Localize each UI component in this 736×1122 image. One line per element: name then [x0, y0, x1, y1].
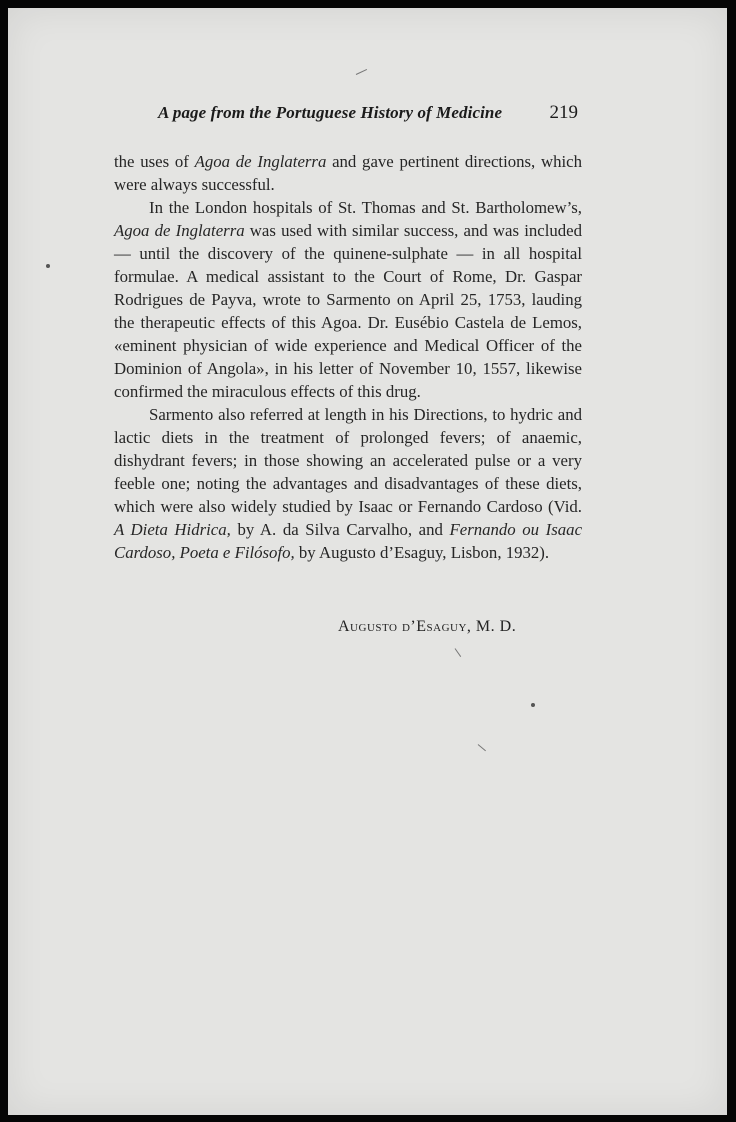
italic-segment: A Dieta Hidrica, — [114, 520, 231, 539]
paragraph — [114, 150, 582, 196]
text-segment: by A. da Silva Carvalho, and — [230, 520, 450, 539]
author-credential: , M. D. — [466, 618, 517, 635]
italic-segment: Agoa de Inglaterra — [194, 152, 327, 171]
text-segment: was used with similar success, and was included — until the discovery of the quinene-sulphate — in all hospital formulae. A medical assistant to the Court of Rome, Dr. Gaspar Rodrigues de Payva, wrote to Sarmento on April 25, 1753, lauding the therapeutic effects of this Agoa. Dr. Eusébio Castela de Lemos, «eminent physician of wide experience and Medical Officer of the Dominion of Angola», in his letter of November 10, 1557, likewise confirmed the miraculous effects of this drug. — [114, 221, 582, 401]
paper-speck — [531, 703, 535, 707]
running-header — [158, 102, 578, 124]
text-segment: Sarmento also referred at length in his Directions, to hydric and lactic diets in the treatment of prolonged fevers; of anaemic, dishydrant fevers; in those showing an accelerated pulse or a very feeble one; noting the advantages and disadvantages of these diets, which were also widely studied by Isaac or Fernando Cardoso (Vid. — [114, 405, 582, 516]
italic-segment: Fernando ou Isaac Cardoso, Poeta e Filósofo, — [114, 520, 583, 562]
running-title: A page from the Portuguese History of Medicine — [158, 103, 503, 122]
page-sheet — [8, 8, 727, 1115]
italic-segment: Agoa de Inglaterra — [114, 221, 245, 240]
body-text — [114, 150, 582, 564]
paper-mark — [455, 648, 462, 657]
paper-mark — [356, 69, 367, 75]
author-name: Augusto d’Esaguy — [338, 618, 467, 635]
text-segment: by Augusto d’Esaguy, Lisbon, 1932). — [294, 543, 550, 562]
author-signature — [338, 618, 516, 636]
text-segment: and gave pertinent directions, which were always successful. — [114, 152, 582, 194]
paragraph — [114, 403, 582, 564]
text-segment: In the London hospitals of St. Thomas and St. Bartholomew’s, — [149, 198, 582, 217]
paper-speck — [46, 264, 50, 268]
paper-mark — [478, 744, 486, 751]
paragraph — [114, 196, 582, 403]
text-segment: the uses of — [114, 152, 195, 171]
page-number: 219 — [549, 102, 578, 123]
